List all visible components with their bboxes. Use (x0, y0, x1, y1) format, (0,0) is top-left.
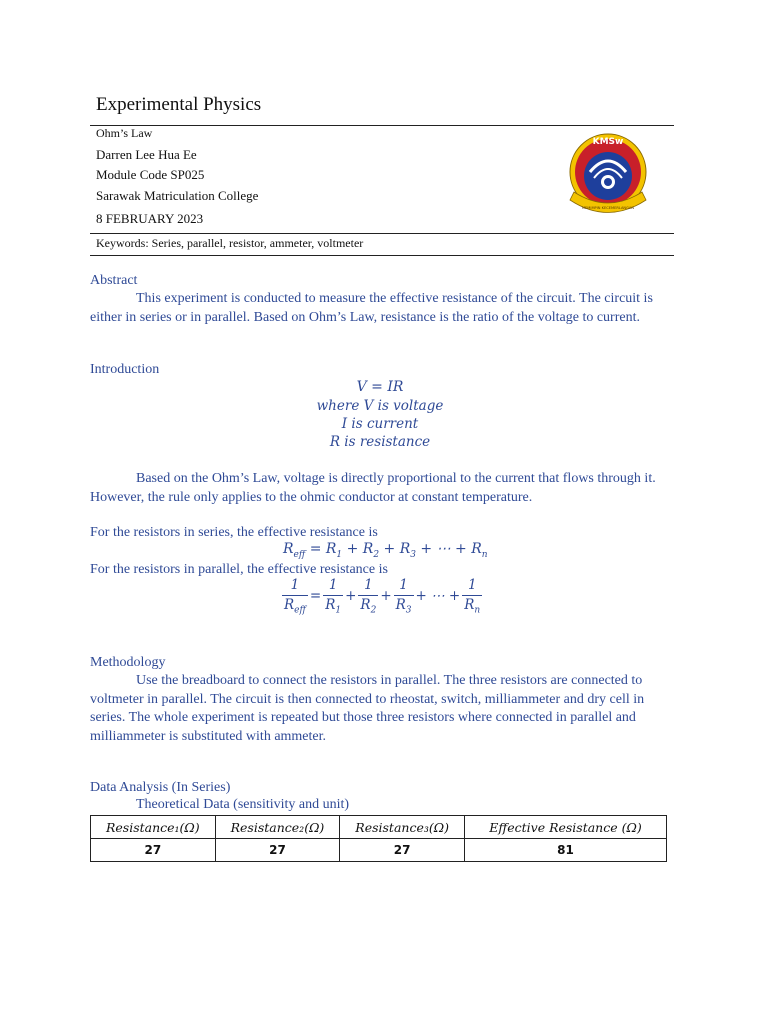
parallel-label: For the resistors in parallel, the effective resistance is (90, 562, 388, 577)
header-subject: Ohm’s Law (96, 126, 153, 140)
header-module: Module Code SP025 (96, 167, 205, 182)
parallel-formula: $\frac{1}{R_{eff}}$ = $\frac{1}{R_1}$ + $\frac{1}{R_2}$ + $\frac{1}{R_3}$ + ⋯ + $\frac{1}{R_n}$ (284, 577, 481, 616)
table-cell: 81 (464, 839, 666, 862)
table-header-cell: Effective Resistance (Ω) (464, 816, 666, 839)
introduction-heading: Introduction (90, 362, 160, 377)
table-cell: 27 (340, 839, 465, 862)
series-formula: $R_{eff} = R_1 + R_2 + R_3$ + ⋯ + $R_n$ (283, 541, 488, 560)
abstract-heading: Abstract (90, 273, 138, 288)
where-line-3: R is resistance (329, 434, 431, 450)
table-header-row (91, 816, 667, 839)
table-cell: 27 (215, 839, 340, 862)
header-bottom-rule (90, 255, 674, 256)
header-keywords: Keywords: Series, parallel, resistor, ammeter, voltmeter (96, 236, 364, 250)
where-line-1: where V is voltage (316, 398, 444, 414)
table-row (91, 839, 667, 862)
header-institution: Sarawak Matriculation College (96, 188, 259, 203)
methodology-heading: Methodology (90, 655, 166, 670)
series-label: For the resistors in series, the effective resistance is (90, 525, 378, 540)
logo-motto: MEMIMPIN KECEMERLANGAN (581, 206, 635, 210)
ohms-law-equation: V = IR (356, 379, 404, 395)
table-header-cell: Resistance₃(Ω) (340, 816, 465, 839)
header-mid-rule (90, 233, 674, 234)
header-top-rule (90, 125, 674, 126)
methodology-text: Use the breadboard to connect the resistors in parallel. The three resistors are connected to voltmeter in parallel. The circuit is then connected to rheostat, switch, milliammeter and dry cell in series. The whole experiment is repeated but those three resistors where connected in parallel and milliammeter is substituted with ammeter. (90, 673, 645, 744)
introduction-paragraph: Based on the Ohm’s Law, voltage is directly proportional to the current that flows through it. However, the rule only applies to the ohmic conductor at constant temperature. (90, 471, 656, 505)
data-analysis-heading: Data Analysis (In Series) (90, 780, 231, 795)
where-line-2: I is current (341, 416, 419, 432)
abstract-text: This experiment is conducted to measure the effective resistance of the circuit. The circuit is either in series or in parallel. Based on Ohm’s Law, resistance is the ratio of the voltage to current. (90, 291, 653, 325)
document-title: Experimental Physics (96, 94, 262, 115)
table-header-cell: Resistance₂(Ω) (215, 816, 340, 839)
logo-text: KMSw (592, 137, 624, 147)
table-cell: 27 (91, 839, 216, 862)
table-header-cell: Resistance₁(Ω) (91, 816, 216, 839)
header-date: 8 FEBRUARY 2023 (96, 211, 204, 226)
college-logo (560, 130, 656, 226)
header-author: Darren Lee Hua Ee (96, 147, 197, 162)
resistance-table (90, 815, 667, 862)
data-analysis-subheading: Theoretical Data (sensitivity and unit) (136, 797, 350, 812)
